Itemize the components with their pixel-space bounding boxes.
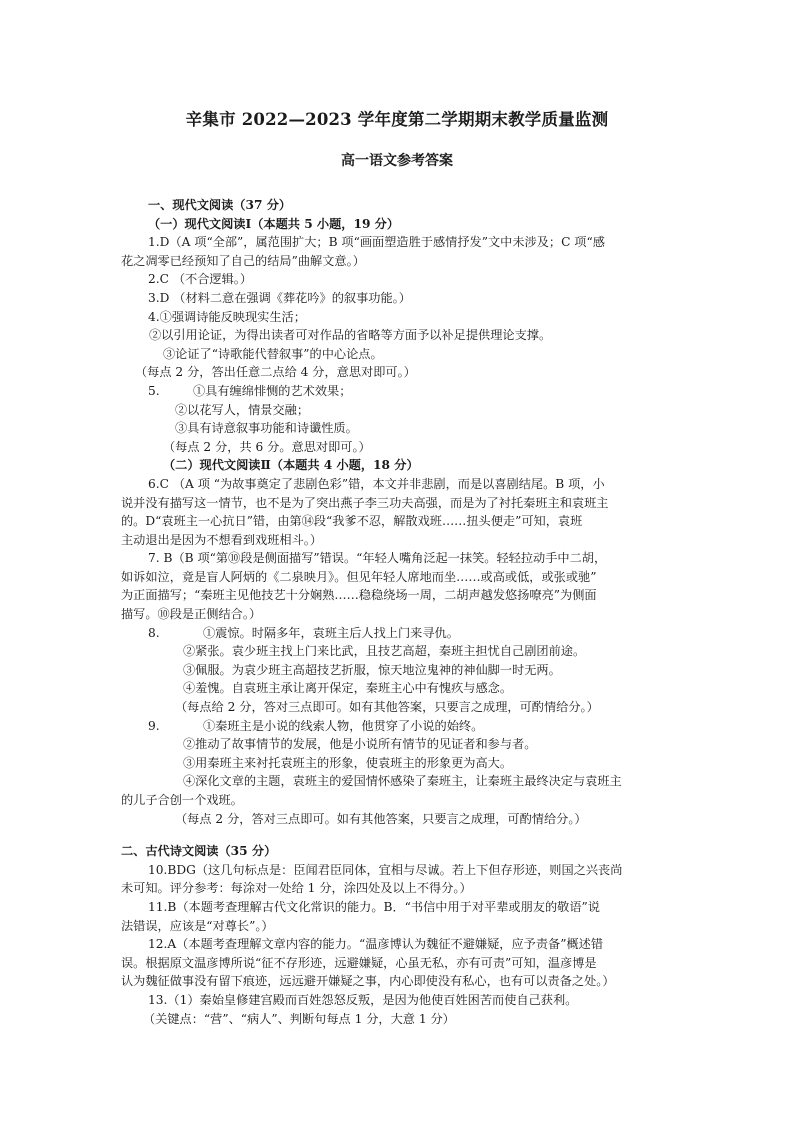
scoring-note: （每点给 2 分，答对三点即可。如有其他答案，只要言之成理，可酌情给分。） <box>175 700 599 715</box>
scoring-note: （每点 2 分，答对三点即可。如有其他答案，只要言之成理，可酌情给分。） <box>175 811 587 826</box>
answer-line: 3.D （材料二意在强调《葬花吟》的叙事功能。） <box>148 290 411 305</box>
answer-line: 4.①强调诗能反映现实生活； <box>148 309 306 324</box>
answer-line: 法错误，应该是“对尊长”。） <box>121 918 274 933</box>
section-heading: 一、现代文阅读（37 分） <box>148 198 292 212</box>
document-subtitle: 高一语文参考答案 <box>341 153 453 169</box>
scoring-note: （每点 2 分，答出任意二点给 4 分，意思对即可。） <box>135 365 416 380</box>
answer-line: 为正面描写；“秦班主见他技艺十分娴熟……稳稳绕场一周，二胡声越发悠扬嘹亮”为侧面 <box>121 588 597 603</box>
question-number: 9. <box>148 718 160 733</box>
answer-line: 的儿子合创一个戏班。 <box>121 793 243 807</box>
answer-line: 10.BDG（这几句标点是：臣闻君臣同体，宜相与尽诚。若上下但存形迹，则国之兴丧尚 <box>148 862 623 877</box>
answer-point: ①秦班主是小说的线索人物，他贯穿了小说的始终。 <box>203 718 484 733</box>
answer-line: 的。D“袁班主一心抗日”错，由第⑭段“我爹不忍，解散戏班……扭头便走”可知，袁班 <box>121 514 583 529</box>
answer-line <box>121 717 679 736</box>
answer-line: 12.A（本题考查理解文章内容的能力。“温彦博认为魏征不避嫌疑，应予责备”概述错 <box>148 937 604 952</box>
scoring-note: （每点 2 分，共 6 分。意思对即可。） <box>163 439 371 454</box>
answer-line: 描写。⑩段是正侧结合。） <box>121 607 262 622</box>
answer-line: ②推动了故事情节的发展，他是小说所有情节的见证者和参与者。 <box>183 737 537 752</box>
answer-line: ③具有诗意叙事功能和诗谶性质。 <box>175 421 358 436</box>
answer-line: 误。根据原文温彦博所说“征不存形迹，远避嫌疑，心虽无私，亦有可责”可知，温彦博是 <box>121 955 597 970</box>
answer-line: 7. B（B 项“第⑩段是侧面描写”错误。“年轻人嘴角泛起一抹笑。轻轻拉动手中二胡， <box>148 551 607 566</box>
answer-point: ①震惊。时隔多年，袁班主后人找上门来寻仇。 <box>203 625 459 640</box>
document-title: 辛集市 2022—2023 学年度第二学期期末教学质量监测 <box>185 110 609 129</box>
answer-line: 2.C （不合逻辑。） <box>148 272 253 287</box>
answer-line: 未可知。评分参考：每涂对一处给 1 分，涂四处及以上不得分。） <box>121 881 472 896</box>
answer-line: ②以引用论证，为得出读者可对作品的省略等方面予以补足提供理论支撑。 <box>149 328 552 343</box>
question-number: 8. <box>148 625 160 640</box>
answer-line: 如诉如泣，竟是盲人阿炳的《二泉映月》。但见年轻人席地而坐……或高或低，或张或驰” <box>121 569 597 584</box>
answer-content <box>121 196 679 1028</box>
answer-line <box>121 382 679 401</box>
answer-line: 11.B（本题考查理解古代文化常识的能力。B．“书信中用于对平辈或朋友的敬语”说 <box>148 899 600 914</box>
answer-line: ②以花写人，情景交融； <box>175 402 310 417</box>
scoring-note: （关键点：“营”、“病人”、判断句每点 1 分，大意 1 分） <box>143 1011 455 1026</box>
question-number: 5. <box>148 383 160 398</box>
answer-line: ②紧张。袁少班主找上门来比武，且技艺高超，秦班主担忧自己剧团前途。 <box>183 644 586 659</box>
answer-line: 花之凋零已经预知了自己的结局”曲解文意。） <box>121 253 365 268</box>
answer-line: ④羞愧。自袁班主承让离开保定，秦班主心中有愧疚与感念。 <box>183 681 513 696</box>
answer-line: ③论证了“诗歌能代替叙事”的中心论点。 <box>163 346 383 361</box>
answer-line: 认为魏征做事没有留下痕迹，远远避开嫌疑之事，内心即使没有私心，也有可以责备之处。） <box>121 974 615 989</box>
section-heading: 二、古代诗文阅读（35 分） <box>121 844 277 859</box>
answer-line: 1.D（A 项“全部”，属范围扩大；B 项“画面塑造胜于感情抒发”文中未涉及；C 项“感 <box>148 235 605 250</box>
answer-line: 主动退出是因为不想看到戏班相斗。） <box>121 532 323 547</box>
answer-line: 6.C （A 项 “为故事奠定了悲剧色彩”错，本文并非悲剧，而是以喜剧结尾。B 项，小 <box>148 476 605 491</box>
subsection-heading: （一）现代文阅读Ⅰ（本题共 5 小题，19 分） <box>148 216 400 231</box>
answer-line: ③佩服。为袁少班主高超技艺折服，惊天地泣鬼神的神仙脚一时无两。 <box>183 662 561 677</box>
answer-line: 说并没有描写这一情节，也不是为了突出燕子李三功夫高强，而是为了衬托秦班主和袁班主 <box>121 495 609 510</box>
answer-point: ①具有缠绵悱恻的艺术效果； <box>193 383 352 398</box>
answer-line <box>121 624 679 643</box>
answer-line: ④深化文章的主题，袁班主的爱国情怀感染了秦班主，让秦班主最终决定与袁班主 <box>183 774 622 789</box>
answer-line: 13.（1）秦始皇修建宫殿而百姓怨怒反叛，是因为他使百姓困苦而使自己获利。 <box>148 992 578 1007</box>
answer-line: ③用秦班主来衬托袁班主的形象，使袁班主的形象更为高大。 <box>183 755 513 770</box>
subsection-heading: （二）现代文阅读Ⅱ（本题共 4 小题，18 分） <box>163 458 419 473</box>
